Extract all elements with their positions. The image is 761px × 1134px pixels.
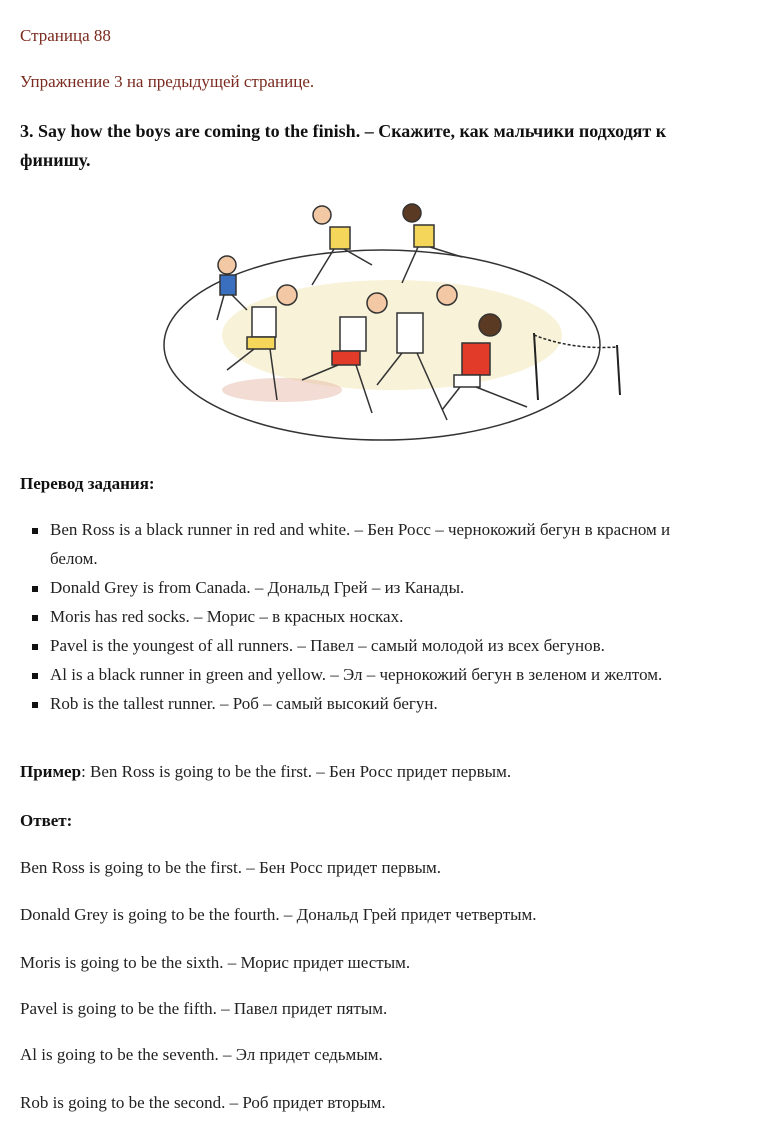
page-label: Страница 88 xyxy=(20,26,111,45)
example-label: Пример xyxy=(20,762,82,781)
list-item: Al is a black runner in green and yellow. – Эл – чернокожий бегун в зеленом и желтом. xyxy=(20,660,720,689)
runners-illustration xyxy=(162,195,622,445)
list-item: Pavel is the youngest of all runners. – Павел – самый молодой из всех бегунов. xyxy=(20,631,720,660)
answer-line: Ben Ross is going to be the first. – Бен Росс придет первым. xyxy=(20,858,442,877)
list-item: Ben Ross is a black runner in red and white. – Бен Росс – чернокожий бегун в красном и белом. xyxy=(20,515,720,573)
answer-line: Rob is going to be the second. – Роб придет вторым. xyxy=(20,1093,386,1112)
answer-line: Al is going to be the seventh. – Эл придет седьмым. xyxy=(20,1045,383,1064)
answer-line: Pavel is going to be the fifth. – Павел придет пятым. xyxy=(20,999,388,1018)
example-text: : Ben Ross is going to be the first. – Бен Росс придет первым. xyxy=(81,762,512,781)
translation-list xyxy=(20,515,720,718)
answer-heading: Ответ: xyxy=(20,811,73,830)
runner-back-right xyxy=(402,204,462,283)
task-heading: 3. Say how the boys are coming to the finish. – Скажите, как мальчики подходят к финишу. xyxy=(20,121,667,170)
translation-heading: Перевод задания: xyxy=(20,474,155,493)
runner-back-center xyxy=(312,206,372,285)
answer-line: Moris is going to be the sixth. – Морис придет шестым. xyxy=(20,953,411,972)
list-item: Moris has red socks. – Морис – в красных носках. xyxy=(20,602,720,631)
answer-line: Donald Grey is going to be the fourth. – Дональд Грей придет четвертым. xyxy=(20,905,537,924)
list-item: Donald Grey is from Canada. – Дональд Грей – из Канады. xyxy=(20,573,720,602)
example xyxy=(20,762,511,782)
list-item: Rob is the tallest runner. – Роб – самый высокий бегун. xyxy=(20,689,720,718)
exercise-link[interactable]: Упражнение 3 на предыдущей странице. xyxy=(20,72,315,91)
